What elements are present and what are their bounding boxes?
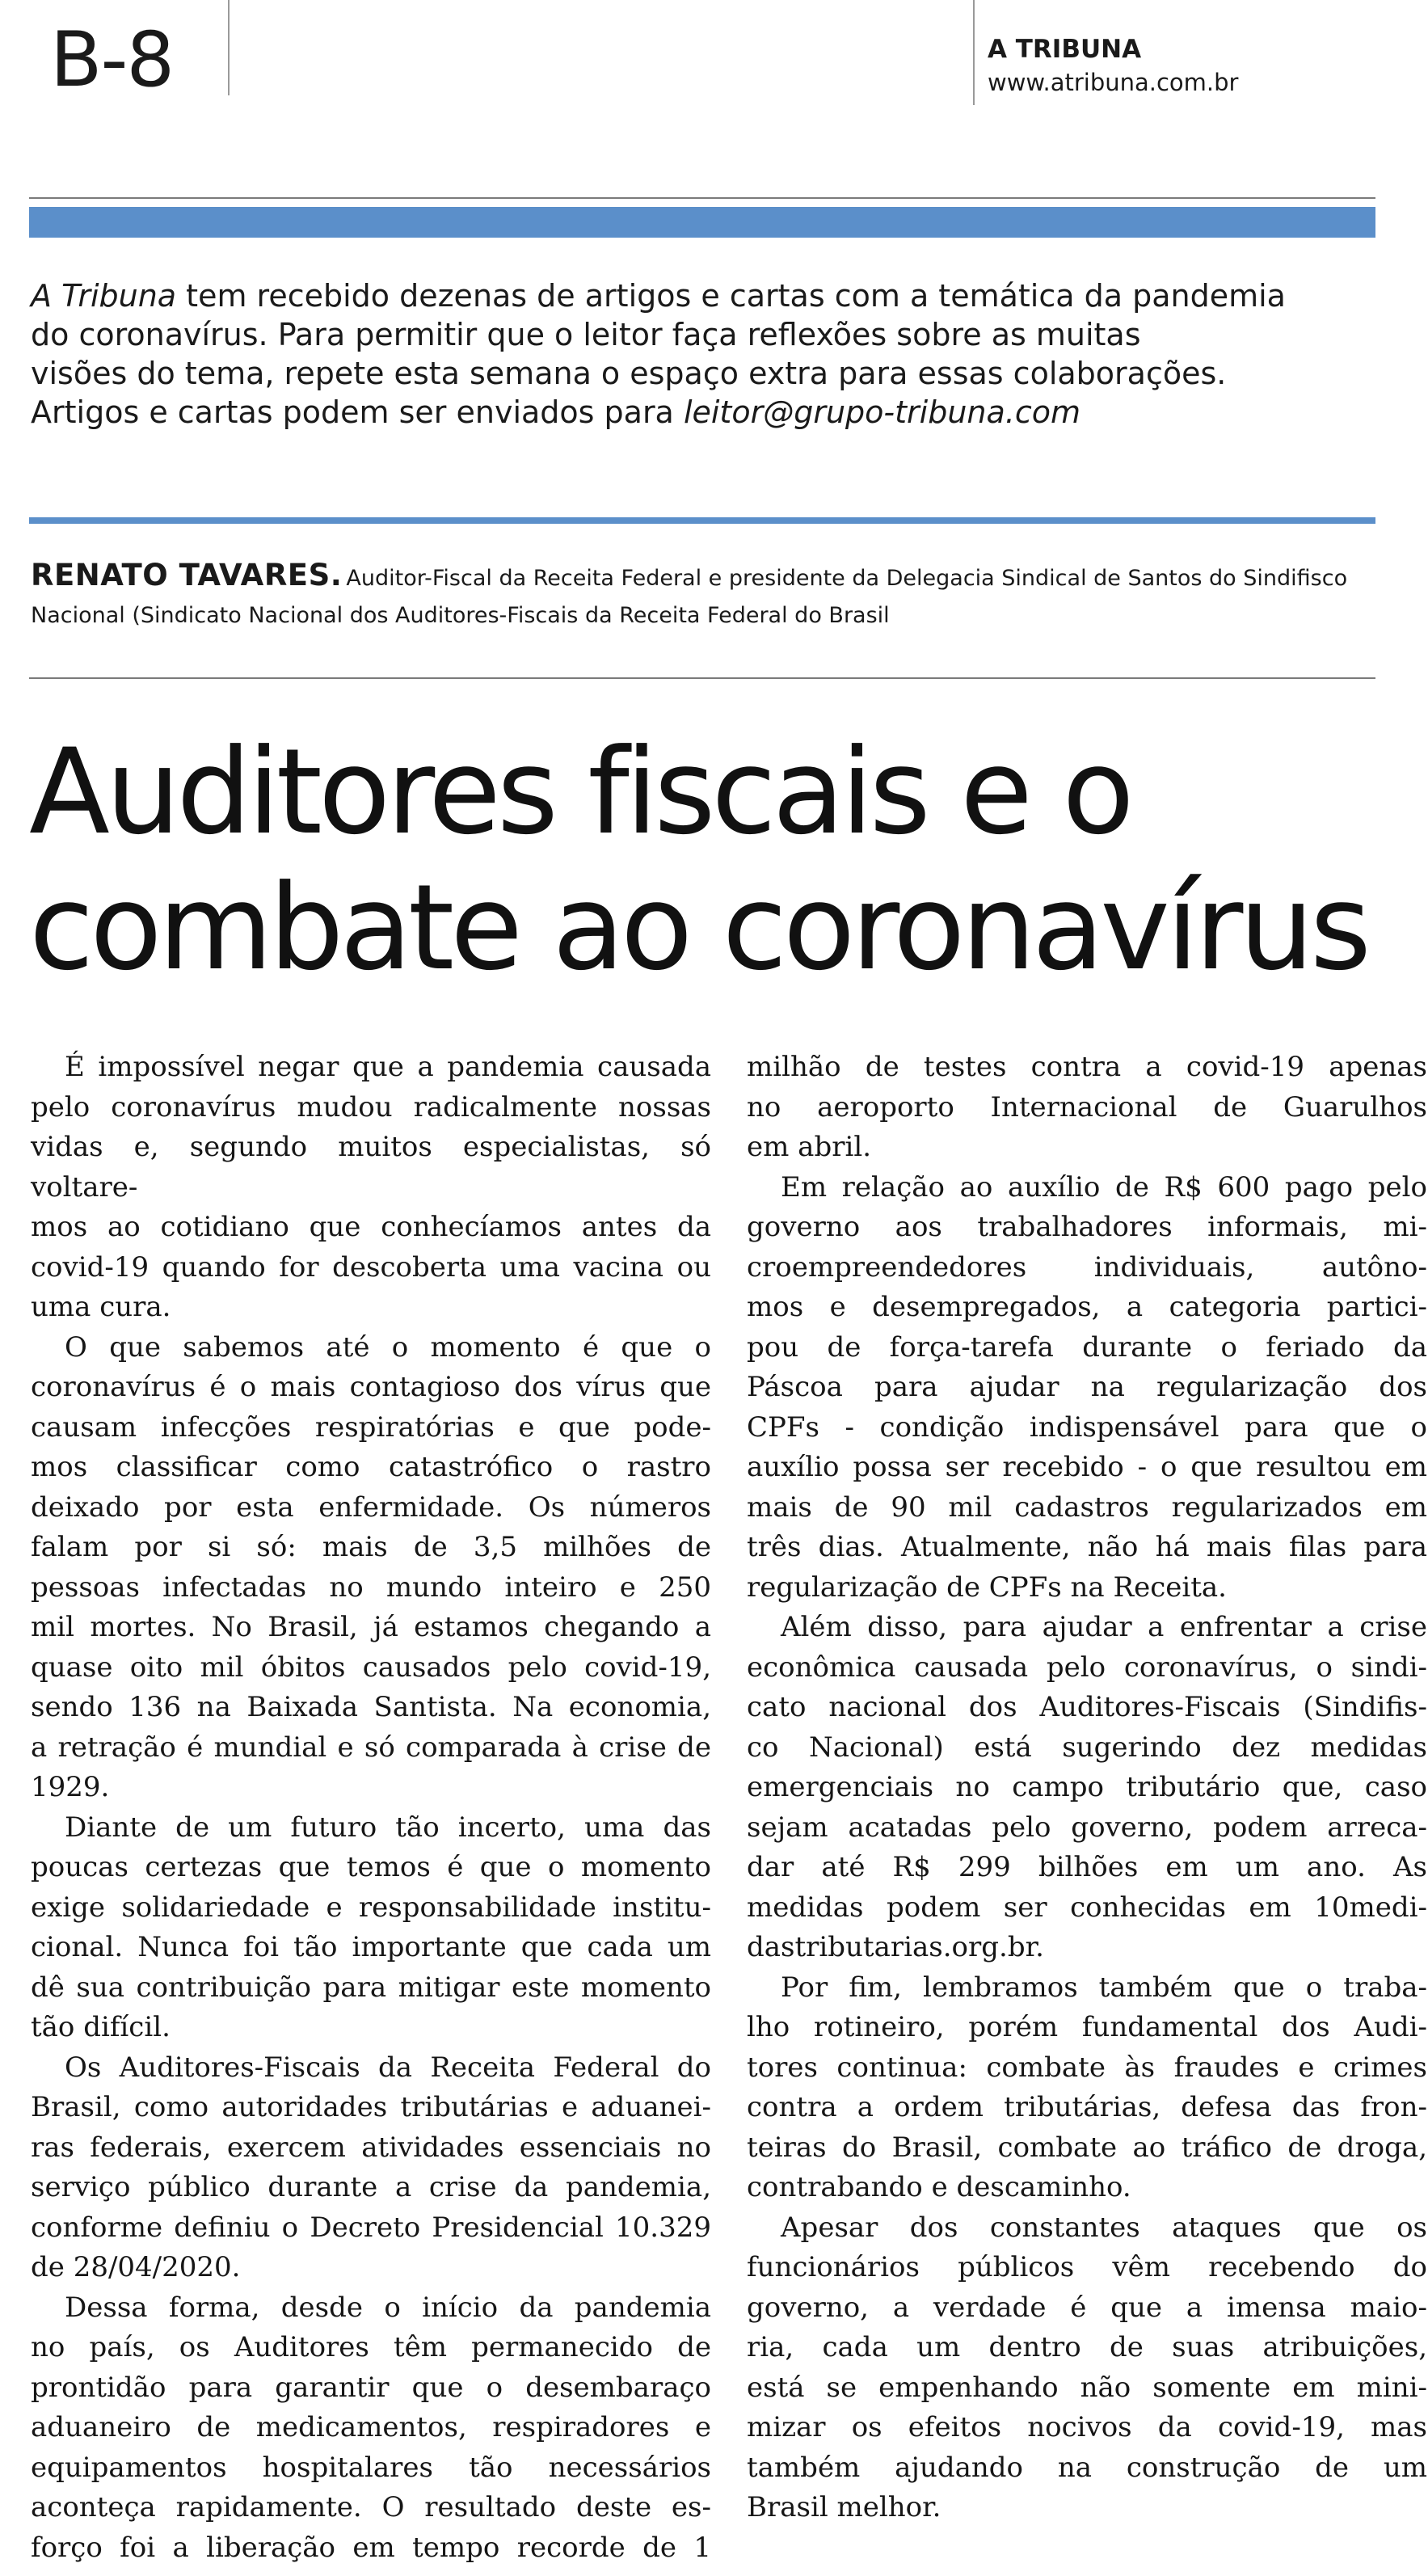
article-line: Dessa forma, desde o início da pandemia bbox=[65, 2291, 711, 2324]
editor-note-line: do coronavírus. Para permitir que o leitor faça reflexões sobre as muitas bbox=[31, 317, 1141, 352]
article-line: prontidão para garantir que o desembaraço bbox=[31, 2371, 711, 2404]
article-headline bbox=[29, 724, 1403, 996]
article-line: milhão de testes contra a covid-19 apenas bbox=[747, 1051, 1427, 1083]
article-line: tores continua: combate às fraudes e crimes bbox=[747, 2051, 1427, 2084]
header-divider bbox=[228, 0, 230, 95]
article-line: uma cura. bbox=[31, 1291, 171, 1323]
article-line: em abril. bbox=[747, 1131, 872, 1163]
author-byline bbox=[31, 558, 1377, 592]
article-line: está se empenhando não somente em mini- bbox=[747, 2371, 1427, 2404]
article-line: dar até R$ 299 bilhões em um ano. As bbox=[747, 1851, 1427, 1883]
article-line: mos classificar como catastrófico o rastro bbox=[31, 1451, 711, 1483]
article-line: O que sabemos até o momento é que o bbox=[65, 1330, 711, 1364]
article-line: É impossível negar que a pandemia causada bbox=[65, 1051, 711, 1083]
article-line: a retração é mundial e só comparada à crise de bbox=[31, 1731, 711, 1764]
article-line: contrabando e descaminho. bbox=[747, 2171, 1131, 2203]
header-divider bbox=[973, 0, 975, 105]
editor-note-text: tem recebido dezenas de artigos e cartas com a temática da pandemia bbox=[176, 278, 1286, 314]
article-line: ria, cada um dentro de suas atribuições, bbox=[747, 2331, 1427, 2363]
article-line: Em relação ao auxílio de R$ 600 pago pelo bbox=[781, 1170, 1427, 1204]
article-line: no aeroporto Internacional de Guarulhos bbox=[747, 1090, 1427, 1124]
author-bio-continued: Nacional (Sindicato Nacional dos Auditores-Fiscais da Receita Federal do Brasil bbox=[31, 603, 890, 628]
article-line: Por fim, lembramos também que o traba- bbox=[781, 1971, 1427, 2004]
article-line: contra a ordem tributárias, defesa das fron- bbox=[747, 2091, 1427, 2123]
contact-email[interactable]: leitor@grupo-tribuna.com bbox=[683, 394, 1081, 430]
page-number: B-8 bbox=[50, 16, 174, 104]
article-line: mos e desempregados, a categoria partici- bbox=[747, 1291, 1427, 1323]
article-line: ras federais, exercem atividades essenciais no bbox=[31, 2131, 711, 2164]
article-line: serviço público durante a crise da pandemia, bbox=[31, 2171, 711, 2203]
headline-line: Auditores fiscais e o bbox=[29, 723, 1131, 861]
section-color-band bbox=[29, 207, 1375, 238]
article-line: cato nacional dos Auditores-Fiscais (Sindifis- bbox=[747, 1691, 1427, 1723]
article-line: equipamentos hospitalares tão necessários bbox=[31, 2451, 711, 2484]
editor-note-text: Artigos e cartas podem ser enviados para bbox=[31, 394, 684, 430]
article-line: Páscoa para ajudar na regularização dos bbox=[747, 1371, 1427, 1403]
byline-rule bbox=[29, 677, 1375, 679]
article-line: dastributarias.org.br. bbox=[747, 1931, 1044, 1963]
article-line: três dias. Atualmente, não há mais filas para bbox=[747, 1531, 1427, 1563]
article-line: causam infecções respiratórias e que pode- bbox=[31, 1410, 711, 1444]
editor-note bbox=[31, 276, 1286, 432]
article-line: governo aos trabalhadores informais, mi- bbox=[747, 1211, 1427, 1243]
editor-note-line: visões do tema, repete esta semana o espaço extra para essas colaborações. bbox=[31, 356, 1227, 391]
article-line: Diante de um futuro tão incerto, uma das bbox=[65, 1811, 711, 1844]
headline-line: combate ao coronavírus bbox=[29, 859, 1367, 997]
article-line: regularização de CPFs na Receita. bbox=[747, 1570, 1227, 1604]
article-column-left bbox=[31, 1048, 711, 2568]
article-line: aduaneiro de medicamentos, respiradores e bbox=[31, 2411, 711, 2443]
article-line: emergenciais no campo tributário que, caso bbox=[747, 1771, 1427, 1803]
author-bio: Auditor-Fiscal da Receita Federal e presidente da Delegacia Sindical de Santos do Sindifisco bbox=[346, 566, 1348, 591]
article-line: aconteça rapidamente. O resultado deste es- bbox=[31, 2491, 711, 2523]
article-line: forço foi a liberação em tempo recorde de 1 bbox=[31, 2531, 711, 2564]
article-line: funcionários públicos vêm recebendo do bbox=[747, 2251, 1427, 2283]
article-line: poucas certezas que temos é que o momento bbox=[31, 1851, 711, 1883]
article-line: coronavírus é o mais contagioso dos vírus que bbox=[31, 1371, 711, 1403]
editor-note-line bbox=[31, 276, 1286, 315]
article-line: teiras do Brasil, combate ao tráfico de droga, bbox=[747, 2131, 1427, 2164]
article-line: pou de força-tarefa durante o feriado da bbox=[747, 1330, 1427, 1364]
article-line: deixado por esta enfermidade. Os números bbox=[31, 1490, 711, 1524]
article-line: sendo 136 na Baixada Santista. Na economia, bbox=[31, 1691, 711, 1723]
publication-name-italic: A Tribuna bbox=[31, 278, 177, 314]
article-line: 1929. bbox=[31, 1771, 110, 1803]
article-line: lho rotineiro, porém fundamental dos Audi- bbox=[747, 2011, 1427, 2043]
article-line: no país, os Auditores têm permanecido de bbox=[31, 2331, 711, 2363]
section-rule bbox=[29, 197, 1375, 199]
article-line: sejam acatadas pelo governo, podem arreca- bbox=[747, 1811, 1427, 1844]
article-line: exige solidariedade e responsabilidade institu- bbox=[31, 1891, 711, 1924]
article-line: co Nacional) está sugerindo dez medidas bbox=[747, 1731, 1427, 1764]
article-line: CPFs - condição indispensável para que o bbox=[747, 1410, 1427, 1444]
article-line: Além disso, para ajudar a enfrentar a crise bbox=[781, 1611, 1427, 1643]
article-line: auxílio possa ser recebido - o que resultou em bbox=[747, 1451, 1427, 1483]
publication-website[interactable]: www.atribuna.com.br bbox=[988, 69, 1239, 96]
author-rule bbox=[29, 517, 1375, 524]
editor-note-line bbox=[31, 393, 1243, 432]
article-line: falam por si só: mais de 3,5 milhões de bbox=[31, 1531, 711, 1563]
article-line: tão difícil. bbox=[31, 2011, 171, 2043]
article-column-right bbox=[747, 1048, 1427, 2528]
article-line: croempreendedores individuais, autôno- bbox=[747, 1250, 1427, 1284]
publication-name: A TRIBUNA bbox=[988, 35, 1142, 64]
article-line: covid-19 quando for descoberta uma vacina ou bbox=[31, 1250, 711, 1284]
article-line: mais de 90 mil cadastros regularizados em bbox=[747, 1490, 1427, 1524]
article-line: de 28/04/2020. bbox=[31, 2251, 241, 2283]
article-line: conforme definiu o Decreto Presidencial 10.329 bbox=[31, 2211, 711, 2244]
article-line: mos ao cotidiano que conhecíamos antes da bbox=[31, 1211, 711, 1243]
article-line: vidas e, segundo muitos especialistas, só voltare- bbox=[31, 1131, 711, 1204]
article-line: mil mortes. No Brasil, já estamos chegando a bbox=[31, 1611, 711, 1643]
article-line: governo, a verdade é que a imensa maio- bbox=[747, 2291, 1427, 2324]
article-line: dê sua contribuição para mitigar este momento bbox=[31, 1971, 711, 2004]
article-line: pessoas infectadas no mundo inteiro e 250 bbox=[31, 1570, 711, 1604]
article-line: cional. Nunca foi tão importante que cada um bbox=[31, 1931, 711, 1963]
article-line: econômica causada pelo coronavírus, o sindi- bbox=[747, 1651, 1427, 1684]
article-line: mizar os efeitos nocivos da covid-19, mas bbox=[747, 2411, 1427, 2443]
article-line: Apesar dos constantes ataques que os bbox=[781, 2211, 1427, 2244]
article-line: medidas podem ser conhecidas em 10medi- bbox=[747, 1891, 1427, 1924]
article-line: Brasil melhor. bbox=[747, 2491, 941, 2523]
article-line: pelo coronavírus mudou radicalmente nossas bbox=[31, 1090, 711, 1124]
author-name: RENATO TAVARES. bbox=[31, 558, 343, 592]
article-line: Brasil, como autoridades tributárias e aduanei- bbox=[31, 2091, 711, 2123]
article-line: Os Auditores-Fiscais da Receita Federal do bbox=[65, 2051, 711, 2084]
article-line: também ajudando na construção de um bbox=[747, 2451, 1427, 2484]
article-line: quase oito mil óbitos causados pelo covid-19, bbox=[31, 1651, 711, 1684]
